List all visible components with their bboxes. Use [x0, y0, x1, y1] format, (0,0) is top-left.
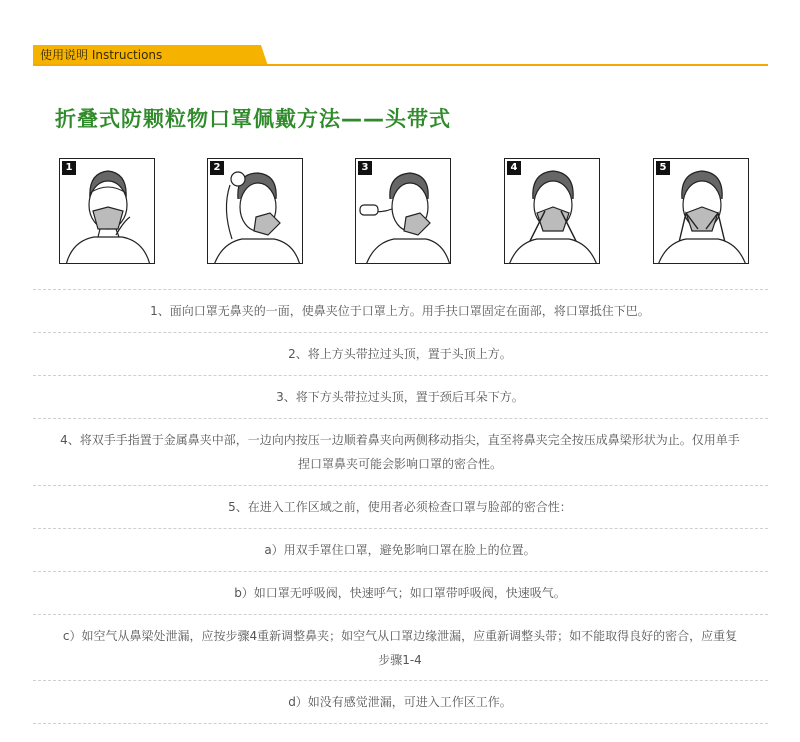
divider — [33, 289, 768, 290]
header-underline — [33, 64, 768, 66]
divider — [33, 485, 768, 486]
step-number: 4 — [507, 161, 521, 175]
steps-illustrations — [0, 158, 800, 268]
instruction-check-c: c）如空气从鼻梁处泄漏，应按步骤4重新调整鼻夹；如空气从口罩边缘泄漏，应重新调整头带；如不能取得良好的密合，应重复步骤1-4 — [62, 629, 738, 667]
step-1-illustration — [59, 158, 155, 264]
instruction-step-2: 2、将上方头带拉过头顶，置于头顶上方。 — [288, 347, 512, 361]
instruction-step-4: 4、将双手手指置于金属鼻夹中部，一边向内按压一边顺着鼻夹向两侧移动指尖，直至将鼻夹完全按压成鼻梁形状为止。仅用单手捏口罩鼻夹可能会影响口罩的密合性。 — [60, 433, 740, 471]
step-number: 5 — [656, 161, 670, 175]
divider — [33, 332, 768, 333]
step-number: 3 — [358, 161, 372, 175]
divider — [33, 375, 768, 376]
step-number: 2 — [210, 161, 224, 175]
step-3-illustration — [355, 158, 451, 264]
instruction-check-a: a）用双手罩住口罩，避免影响口罩在脸上的位置。 — [264, 543, 536, 557]
instruction-step-5: 5、在进入工作区域之前，使用者必须检查口罩与脸部的密合性： — [228, 500, 572, 514]
step-number: 1 — [62, 161, 76, 175]
step-5-illustration — [653, 158, 749, 264]
instruction-check-b: b）如口罩无呼吸阀，快速呼气；如口罩带呼吸阀，快速吸气。 — [234, 586, 566, 600]
header-label: 使用说明 Instructions — [40, 48, 163, 62]
divider — [33, 528, 768, 529]
instruction-step-1: 1、面向口罩无鼻夹的一面，使鼻夹位于口罩上方。用手扶口罩固定在面部，将口罩抵住下巴。 — [150, 304, 650, 318]
divider — [33, 614, 768, 615]
step-4-illustration — [504, 158, 600, 264]
divider — [33, 418, 768, 419]
step-2-illustration — [207, 158, 303, 264]
divider — [33, 723, 768, 724]
instruction-check-d: d）如没有感觉泄漏，可进入工作区工作。 — [288, 695, 512, 709]
divider — [33, 571, 768, 572]
divider — [33, 680, 768, 681]
page-title: 折叠式防颗粒物口罩佩戴方法——头带式 — [55, 107, 451, 131]
instruction-step-3: 3、将下方头带拉过头顶，置于颈后耳朵下方。 — [276, 390, 524, 404]
